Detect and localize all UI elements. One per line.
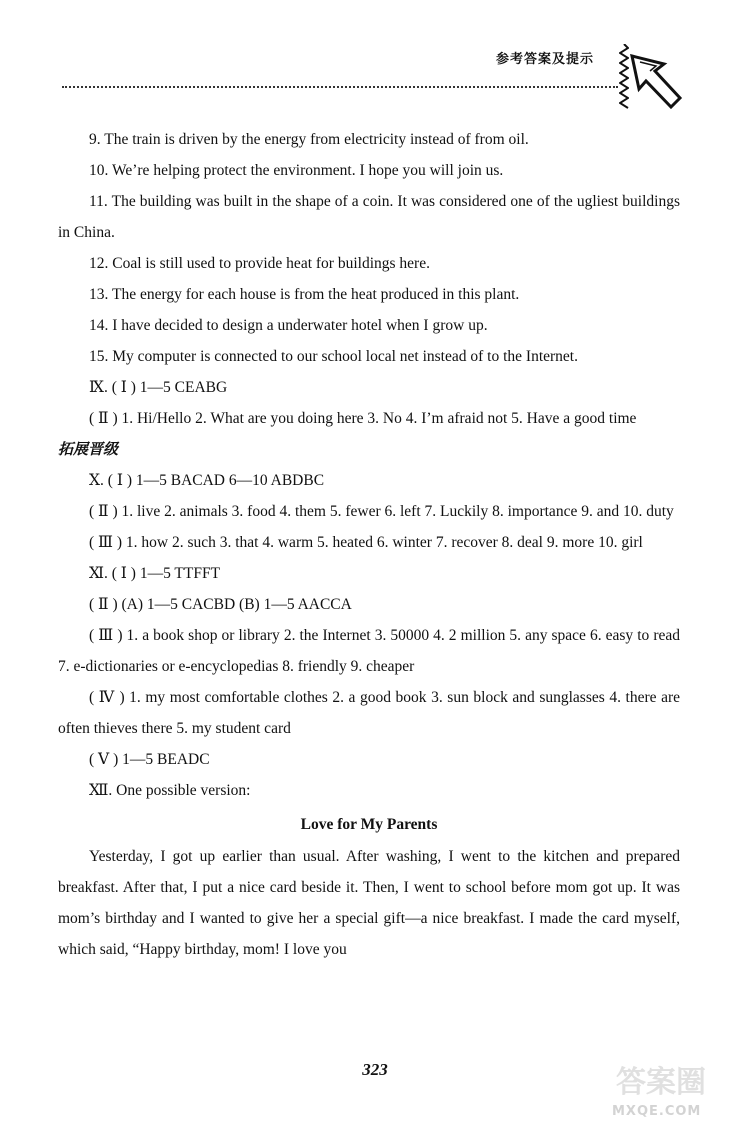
sentence-11: 11. The building was built in the shape of a coin. It was considered one of the ugliest buildings in China. bbox=[58, 193, 680, 241]
x-part-1: Ⅹ. ( Ⅰ ) 1—5 BACAD 6—10 ABDBC bbox=[89, 472, 325, 489]
watermark-url: MXQE.COM bbox=[612, 1104, 702, 1119]
essay-text: Yesterday, I got up earlier than usual. After washing, I went to the kitchen and prepared breakfast. After that, I put a nice card beside it. Then, I went to school before mom got up. It was mom’s birthday and I wanted to give her a special gift—a nice breakfast. I made the card myself, which said, “Happy birthday, mom! I love you bbox=[58, 848, 680, 958]
sentence-9: 9. The train is driven by the energy from electricity instead of from oil. bbox=[89, 131, 529, 148]
watermark bbox=[612, 1065, 742, 1122]
svg-text:答案圈: 答案圈 bbox=[616, 1065, 706, 1100]
xi-part-3: ( Ⅲ ) 1. a book shop or library 2. the Internet 3. 50000 4. 2 million 5. any space 6. easy to read 7. e-dictionaries or e-encyclopedias 8. friendly 9. cheaper bbox=[58, 627, 680, 675]
page-number: 323 bbox=[362, 1060, 388, 1079]
sentence-14: 14. I have decided to design a underwater hotel when I grow up. bbox=[89, 317, 488, 334]
watermark-logo-icon bbox=[612, 1058, 742, 1102]
sentence-12: 12. Coal is still used to provide heat for buildings here. bbox=[89, 255, 430, 272]
sentence-10: 10. We’re helping protect the environment. I hope you will join us. bbox=[89, 162, 504, 179]
ix-part-1: Ⅸ. ( Ⅰ ) 1—5 CEABG bbox=[89, 379, 228, 396]
arrow-icon bbox=[628, 52, 684, 112]
x-part-2: ( Ⅱ ) 1. live 2. animals 3. food 4. them 5. fewer 6. left 7. Luckily 8. importance 9. and 10. duty bbox=[89, 503, 674, 520]
xi-part-1: Ⅺ. ( Ⅰ ) 1—5 TTFFT bbox=[89, 565, 221, 582]
essay-title: Love for My Parents bbox=[300, 816, 438, 833]
xi-part-2: ( Ⅱ ) (A) 1—5 CACBD (B) 1—5 AACCA bbox=[89, 596, 352, 613]
x-part-3: ( Ⅲ ) 1. how 2. such 3. that 4. warm 5. heated 6. winter 7. recover 8. deal 9. more 10. girl bbox=[89, 534, 643, 551]
answer-body bbox=[58, 124, 680, 965]
xi-part-5: ( Ⅴ ) 1—5 BEADC bbox=[89, 751, 210, 768]
ix-part-2: ( Ⅱ ) 1. Hi/Hello 2. What are you doing here 3. No 4. I’m afraid not 5. Have a good time bbox=[89, 410, 637, 427]
sentence-13: 13. The energy for each house is from the heat produced in this plant. bbox=[89, 286, 520, 303]
dotted-divider bbox=[62, 86, 618, 88]
xi-part-4: ( Ⅳ ) 1. my most comfortable clothes 2. a good book 3. sun block and sunglasses 4. there are often thieves there 5. my student card bbox=[58, 689, 680, 737]
header-title: 参考答案及提示 bbox=[496, 52, 595, 67]
section-heading: 拓展晋级 bbox=[58, 440, 119, 458]
sentence-15: 15. My computer is connected to our school local net instead of to the Internet. bbox=[89, 348, 578, 365]
xii-intro: Ⅻ. One possible version: bbox=[89, 782, 251, 799]
